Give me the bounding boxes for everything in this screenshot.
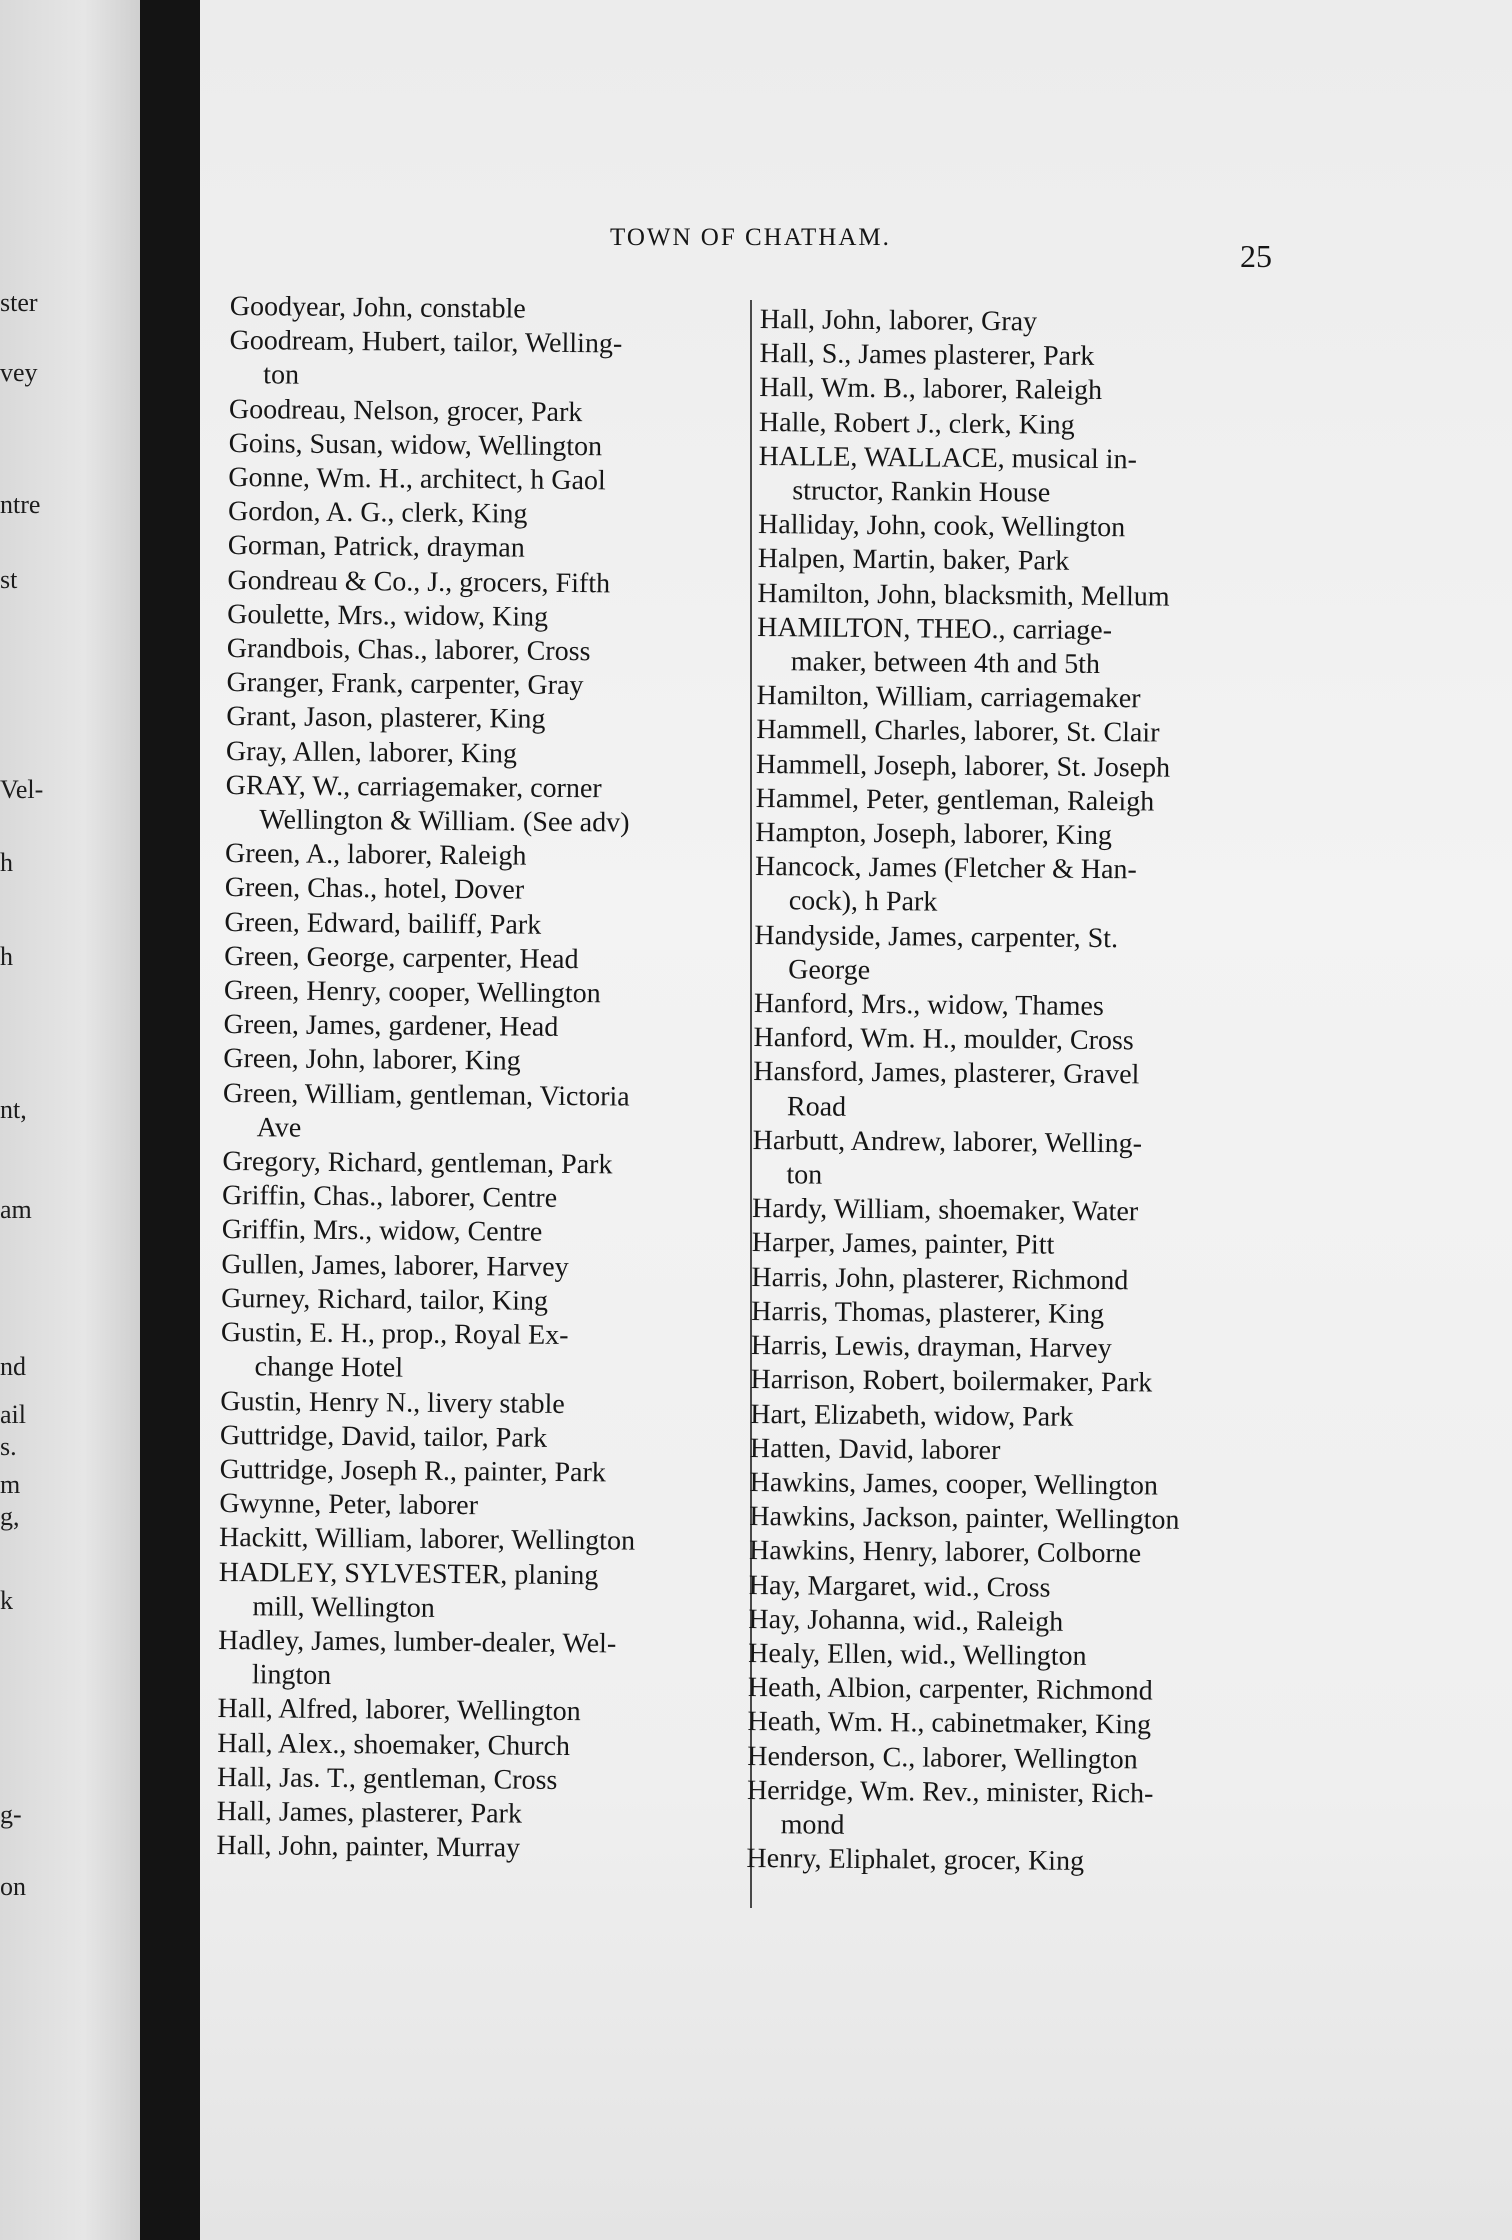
directory-entry: Harris, Thomas, plasterer, King bbox=[751, 1295, 1105, 1330]
directory-entry: Gurney, Richard, tailor, King bbox=[221, 1282, 549, 1317]
directory-entry-continuation: maker, between 4th and 5th bbox=[790, 646, 1101, 681]
directory-entry-continuation: Ave bbox=[256, 1112, 302, 1144]
facing-page-fragment: ntre bbox=[0, 490, 41, 519]
facing-page-fragment: s. bbox=[0, 1432, 17, 1461]
directory-entry: Gustin, E. H., prop., Royal Ex- bbox=[220, 1317, 569, 1352]
directory-entry: Hall, John, painter, Murray bbox=[216, 1830, 521, 1864]
directory-entry: Hammell, Charles, laborer, St. Clair bbox=[756, 714, 1160, 749]
directory-entry: Hall, Jas. T., gentleman, Cross bbox=[216, 1761, 558, 1796]
facing-page-fragment: m bbox=[0, 1470, 21, 1499]
facing-page-fragment: g, bbox=[0, 1502, 20, 1531]
right-column bbox=[746, 303, 1290, 1881]
directory-entry: Goodyear, John, constable bbox=[229, 290, 526, 325]
directory-entry: Grandbois, Chas., laborer, Cross bbox=[226, 633, 591, 668]
directory-entry: Harris, John, plasterer, Richmond bbox=[751, 1261, 1129, 1296]
directory-entry: HALLE, WALLACE, musical in- bbox=[758, 440, 1137, 476]
directory-entry: Harper, James, painter, Pitt bbox=[751, 1227, 1055, 1262]
directory-entry: Hall, Alfred, laborer, Wellington bbox=[217, 1693, 581, 1728]
facing-page-fragment: g- bbox=[0, 1800, 22, 1829]
directory-entry: Halpen, Martin, baker, Park bbox=[757, 543, 1070, 578]
directory-entry: Green, James, gardener, Head bbox=[223, 1009, 559, 1044]
directory-entry: Hall, James, plasterer, Park bbox=[216, 1795, 523, 1830]
facing-page-fragment: ail bbox=[0, 1400, 26, 1429]
directory-entry: Green, Henry, cooper, Wellington bbox=[223, 975, 601, 1010]
directory-entry: Hansford, James, plasterer, Gravel bbox=[753, 1056, 1140, 1091]
directory-entry: Hardy, William, shoemaker, Water bbox=[751, 1193, 1139, 1228]
directory-entry: Green, George, carpenter, Head bbox=[224, 940, 579, 975]
directory-entry: Gustin, Henry N., livery stable bbox=[220, 1385, 565, 1420]
directory-entry: Hall, Wm. B., laborer, Raleigh bbox=[759, 372, 1103, 407]
directory-entry: Gwynne, Peter, laborer bbox=[219, 1488, 479, 1522]
directory-entry: Guttridge, David, tailor, Park bbox=[219, 1419, 548, 1454]
directory-entry: Green, William, gentleman, Victoria bbox=[222, 1077, 630, 1113]
directory-entry: Hancock, James (Fletcher & Han- bbox=[754, 851, 1137, 886]
page-number: 25 bbox=[1240, 238, 1272, 274]
directory-entry-continuation: George bbox=[788, 954, 871, 986]
directory-entry: Hay, Margaret, wid., Cross bbox=[748, 1569, 1051, 1604]
directory-entry: Hackitt, William, laborer, Wellington bbox=[218, 1522, 636, 1557]
directory-entry-continuation: Road bbox=[786, 1090, 847, 1123]
directory-entry: Henderson, C., laborer, Wellington bbox=[747, 1740, 1138, 1775]
directory-entry: Gregory, Richard, gentleman, Park bbox=[222, 1146, 613, 1181]
facing-page-fragment: am bbox=[0, 1195, 32, 1224]
left-page-edge bbox=[0, 0, 140, 2240]
directory-entry: Green, Chas., hotel, Dover bbox=[224, 872, 525, 907]
directory-entry: Hadley, James, lumber-dealer, Wel- bbox=[218, 1624, 617, 1660]
directory-entry: Granger, Frank, carpenter, Gray bbox=[226, 667, 584, 702]
left-column bbox=[216, 290, 760, 1868]
directory-entry: Hay, Johanna, wid., Raleigh bbox=[748, 1603, 1064, 1638]
directory-entry: Hatten, David, laborer bbox=[749, 1432, 1001, 1466]
facing-page-fragment: ster bbox=[0, 288, 38, 317]
directory-entry: Hamilton, John, blacksmith, Mellum bbox=[757, 577, 1170, 613]
facing-page-fragment: on bbox=[0, 1872, 26, 1901]
directory-entry-continuation: mond bbox=[780, 1809, 845, 1841]
directory-entry-continuation: lington bbox=[251, 1659, 332, 1692]
directory-entry: Hawkins, Henry, laborer, Colborne bbox=[748, 1535, 1142, 1570]
directory-entry: Hammell, Joseph, laborer, St. Joseph bbox=[755, 748, 1171, 784]
directory-entry: Heath, Albion, carpenter, Richmond bbox=[747, 1672, 1153, 1707]
directory-entry: Hammel, Peter, gentleman, Raleigh bbox=[755, 782, 1155, 818]
directory-entry-continuation: ton bbox=[786, 1159, 823, 1191]
directory-entry: Goodreau, Nelson, grocer, Park bbox=[228, 393, 583, 428]
directory-entry: Handyside, James, carpenter, St. bbox=[754, 919, 1119, 954]
directory-entry: Hall, Alex., shoemaker, Church bbox=[217, 1727, 571, 1762]
directory-entry: Griffin, Mrs., widow, Centre bbox=[221, 1214, 543, 1249]
directory-entry: Harbutt, Andrew, laborer, Welling- bbox=[752, 1124, 1143, 1160]
directory-entry: Hampton, Joseph, laborer, King bbox=[755, 817, 1113, 852]
directory-entry: Green, John, laborer, King bbox=[223, 1043, 521, 1078]
directory-entry: Harrison, Robert, boilermaker, Park bbox=[750, 1364, 1153, 1399]
directory-entry: Guttridge, Joseph R., painter, Park bbox=[219, 1453, 606, 1489]
directory-entry-continuation: structor, Rankin House bbox=[792, 475, 1051, 509]
directory-entry: Henry, Eliphalet, grocer, King bbox=[746, 1843, 1085, 1878]
book-gutter bbox=[140, 0, 200, 2240]
directory-entry: Green, Edward, bailiff, Park bbox=[224, 906, 542, 941]
directory-entry: Hall, S., James plasterer, Park bbox=[759, 338, 1095, 373]
directory-entry: Heath, Wm. H., cabinetmaker, King bbox=[747, 1706, 1152, 1741]
directory-entry: Hawkins, Jackson, painter, Wellington bbox=[749, 1501, 1180, 1536]
directory-entry: Hanford, Mrs., widow, Thames bbox=[753, 988, 1104, 1023]
directory-entry: Hanford, Wm. H., moulder, Cross bbox=[753, 1022, 1134, 1057]
facing-page-fragment: Vel- bbox=[0, 775, 44, 804]
facing-page-fragment: vey bbox=[0, 358, 38, 387]
directory-entry-continuation: Wellington & William. (See adv) bbox=[259, 804, 630, 839]
directory-entry: Gondreau & Co., J., grocers, Fifth bbox=[227, 564, 611, 599]
directory-entry: Healy, Ellen, wid., Wellington bbox=[748, 1637, 1087, 1672]
directory-entry: HADLEY, SYLVESTER, planing bbox=[218, 1556, 599, 1591]
directory-entry-continuation: ton bbox=[263, 359, 300, 392]
directory-entry: Halle, Robert J., clerk, King bbox=[758, 406, 1075, 441]
directory-entry-continuation: cock), h Park bbox=[788, 885, 938, 919]
directory-entry: Griffin, Chas., laborer, Centre bbox=[221, 1180, 558, 1215]
directory-entry: Goodream, Hubert, tailor, Welling- bbox=[229, 325, 623, 360]
directory-entry: Hall, John, laborer, Gray bbox=[759, 303, 1038, 338]
directory-entry: Goins, Susan, widow, Wellington bbox=[228, 427, 603, 463]
page-header-title: TOWN OF CHATHAM. bbox=[610, 224, 891, 251]
directory-entry: Gordon, A. G., clerk, King bbox=[227, 496, 528, 530]
facing-page-fragment: h bbox=[0, 848, 13, 877]
facing-page-fragment: k bbox=[0, 1586, 13, 1615]
facing-page-fragment: nt, bbox=[0, 1095, 27, 1124]
facing-page-fragment: nd bbox=[0, 1352, 26, 1381]
directory-entry: Hamilton, William, carriagemaker bbox=[756, 680, 1141, 715]
directory-page bbox=[200, 0, 1512, 2240]
directory-entry: Gray, Allen, laborer, King bbox=[225, 735, 518, 770]
directory-entry-continuation: mill, Wellington bbox=[252, 1590, 435, 1624]
facing-page-fragment: h bbox=[0, 942, 13, 971]
directory-entry: Green, A., laborer, Raleigh bbox=[224, 838, 527, 872]
directory-entry: Grant, Jason, plasterer, King bbox=[226, 701, 546, 736]
directory-entry: Herridge, Wm. Rev., minister, Rich- bbox=[746, 1774, 1154, 1810]
facing-page-fragment: st bbox=[0, 565, 18, 594]
directory-entry: Hawkins, James, cooper, Wellington bbox=[749, 1466, 1159, 1502]
directory-entry: Goulette, Mrs., widow, King bbox=[227, 598, 549, 633]
directory-entry: GRAY, W., carriagemaker, corner bbox=[225, 769, 602, 805]
directory-entry: Gonne, Wm. H., architect, h Gaol bbox=[228, 462, 606, 497]
directory-entry: Hart, Elizabeth, widow, Park bbox=[750, 1398, 1074, 1433]
directory-entry: Gorman, Patrick, drayman bbox=[227, 530, 525, 565]
directory-entry: HAMILTON, THEO., carriage- bbox=[757, 611, 1113, 646]
directory-entry-continuation: change Hotel bbox=[254, 1351, 404, 1384]
directory-entry: Halliday, John, cook, Wellington bbox=[757, 509, 1126, 544]
directory-entry: Gullen, James, laborer, Harvey bbox=[221, 1248, 569, 1283]
directory-entry: Harris, Lewis, drayman, Harvey bbox=[750, 1330, 1112, 1365]
